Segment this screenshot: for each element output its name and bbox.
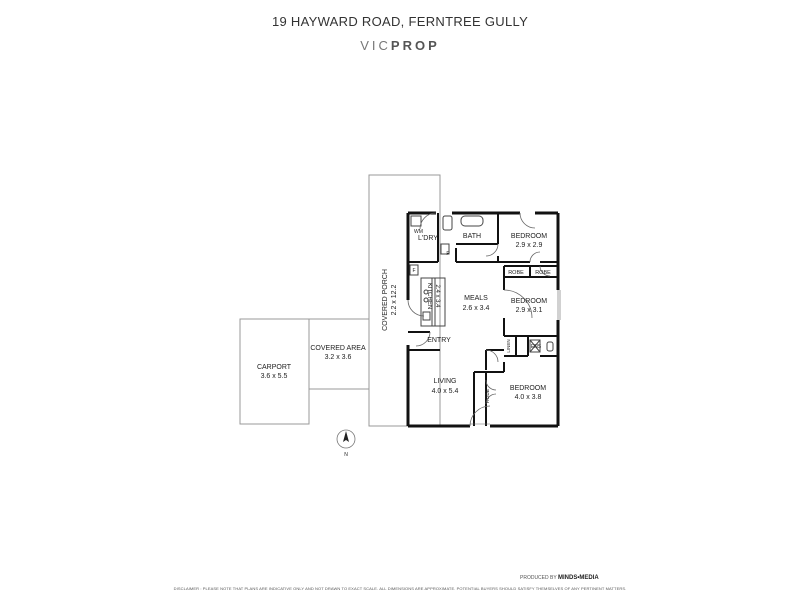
living-dims: 4.0 x 5.4 (431, 388, 459, 395)
living-label: LIVING (433, 378, 457, 385)
robe1-label: ROBE (508, 270, 524, 276)
covered-porch-dims: 2.2 x 12.2 (391, 284, 398, 316)
covered-area-label: COVERED AREA (310, 345, 366, 352)
disclaimer: DISCLAIMER : PLEASE NOTE THAT PLANS ARE INDICATIVE ONLY AND NOT DRAWN TO EXACT SCALE. ALL DIMENSIONS ARE APPROXIMATE. POTENTIAL BUYERS SHOULD SATISFY THEMSELVES OF ANY PERTINENT MATTERS. (173, 586, 627, 591)
property-address: 19 HAYWARD ROAD, FERNTREE GULLY (271, 14, 529, 29)
kitchen-dims: 2.4 x 3.4 (434, 284, 440, 308)
pantry-p-label: P (446, 251, 450, 257)
compass-label: N (344, 452, 348, 458)
bedroom3-label: BEDROOM (509, 385, 547, 392)
produced-by (520, 575, 599, 581)
meals-dims: 2.6 x 3.4 (462, 305, 490, 312)
producer-logo: MINDS•MEDIA (557, 575, 599, 581)
bedroom1-dims: 2.9 x 2.9 (515, 242, 543, 249)
brand-logo-bold: PROP (390, 38, 440, 53)
compass (337, 430, 355, 458)
bedroom2-dims: 2.9 x 3.1 (515, 307, 543, 314)
produced-by-label: PRODUCED BY (520, 575, 557, 581)
brand-logo-light: VIC (360, 38, 391, 53)
ensuite-label: ENS (530, 344, 542, 350)
compass-arrow-icon (343, 431, 349, 442)
robe3-label: ROBE (485, 388, 491, 404)
bedroom1-label: BEDROOM (510, 233, 548, 240)
covered-area-dims: 3.2 x 3.6 (324, 354, 352, 361)
bath-label: BATH (462, 233, 482, 240)
meals-label: MEALS (464, 295, 488, 302)
washing-machine-label: WM (414, 229, 423, 235)
entry-label: ENTRY (427, 337, 451, 344)
fridge-f-label: F (412, 268, 416, 274)
kitchen-label: KITCHEN (426, 282, 432, 310)
robe2-label: ROBE (535, 270, 551, 276)
carport-outline (240, 319, 309, 424)
bedroom2-label: BEDROOM (510, 298, 548, 305)
covered-porch-label: COVERED PORCH (382, 269, 389, 331)
carport-label: CARPORT (256, 364, 292, 371)
laundry-label: L'DRY (418, 235, 438, 242)
carport-dims: 3.6 x 5.5 (260, 373, 288, 380)
bedroom3-dims: 4.0 x 3.8 (514, 394, 542, 401)
kitchen-bench (421, 278, 445, 326)
linen-label: LINEN (506, 339, 511, 353)
